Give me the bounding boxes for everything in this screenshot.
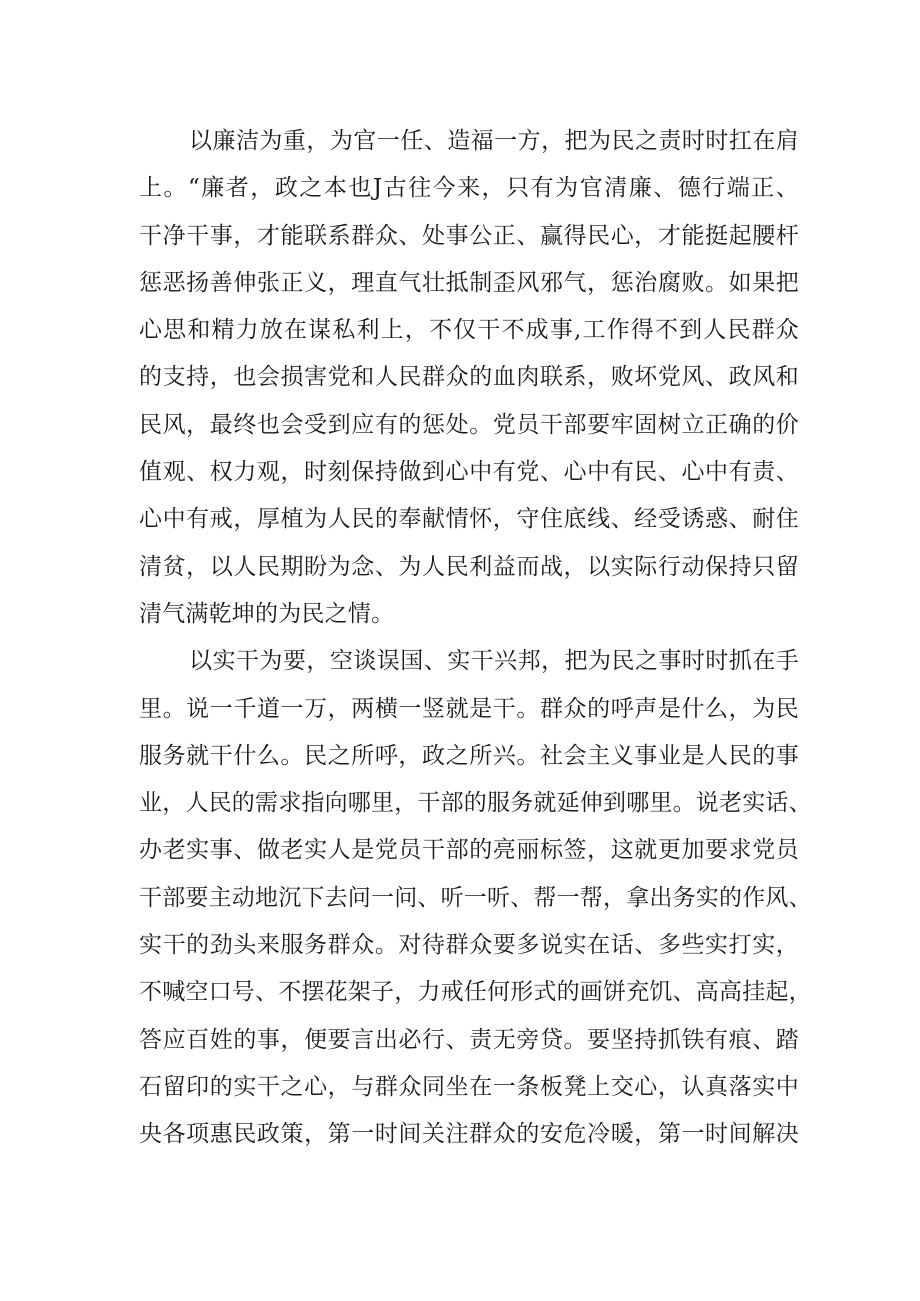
text-line: 心思和精力放在谋私利上，不仅干不成事,工作得不到人民群众 <box>139 317 799 344</box>
text-line: 不喊空口号、不摆花架子，力戒任何形式的画饼充饥、高高挂起， <box>139 979 812 1006</box>
text-line: 服务就干什么。民之所呼，政之所兴。社会主义事业是人民的事 <box>139 742 799 769</box>
text-line: 业，人民的需求指向哪里，干部的服务就延伸到哪里。说老实话、 <box>139 790 812 817</box>
text-line: 干部要主动地沉下去问一问、听一听、帮一帮，拿出务实的作风、 <box>139 884 812 911</box>
text-line: 上。“廉者，政之本也J古往今来，只有为官清廉、德行端正、 <box>139 175 799 202</box>
text-line: 办老实事、做老实人是党员干部的亮丽标签，这就更加要求党员 <box>139 837 799 864</box>
text-line: 里。说一千道一万，两横一竖就是干。群众的呼声是什么，为民 <box>139 695 799 722</box>
paragraph-integrity <box>139 118 799 638</box>
text-line: 清贫，以人民期盼为念、为人民利益而战，以实际行动保持只留 <box>139 553 799 580</box>
document-body <box>139 118 812 1159</box>
text-line: 实干的劲头来服务群众。对待群众要多说实在话、多些实打实， <box>139 932 799 959</box>
text-line: 心中有戒，厚植为人民的奉献情怀，守住底线、经受诱惑、耐住 <box>139 506 799 533</box>
paragraph-hard-work <box>139 638 812 1158</box>
text-line: 以廉洁为重，为官一任、造福一方，把为民之责时时扛在肩 <box>189 128 799 154</box>
text-line: 答应百姓的事，便要言出必行、责无旁贷。要坚持抓铁有痕、踏 <box>139 1026 799 1053</box>
text-line: 央各项惠民政策，第一时间关注群众的安危冷暖，第一时间解决 <box>139 1121 799 1148</box>
text-line: 干净干事，才能联系群众、处事公正、赢得民心，才能挺起腰杆 <box>139 222 799 249</box>
text-line: 值观、权力观，时刻保持做到心中有党、心中有民、心中有责、 <box>139 459 799 486</box>
text-line: 以实干为要，空谈误国、实干兴邦，把为民之事时时抓在手 <box>189 648 799 675</box>
text-line: 清气满乾坤的为民之情。 <box>139 600 395 627</box>
text-line: 的支持，也会损害党和人民群众的血肉联系，败坏党风、政风和 <box>139 364 799 391</box>
text-line: 惩恶扬善伸张正义，理直气壮抵制歪风邪气，惩治腐败。如果把 <box>139 269 799 296</box>
text-line: 民风，最终也会受到应有的惩处。党员干部要牢固树立正确的价 <box>139 411 799 438</box>
text-line: 石留印的实干之心，与群众同坐在一条板凳上交心，认真落实中 <box>139 1073 799 1100</box>
